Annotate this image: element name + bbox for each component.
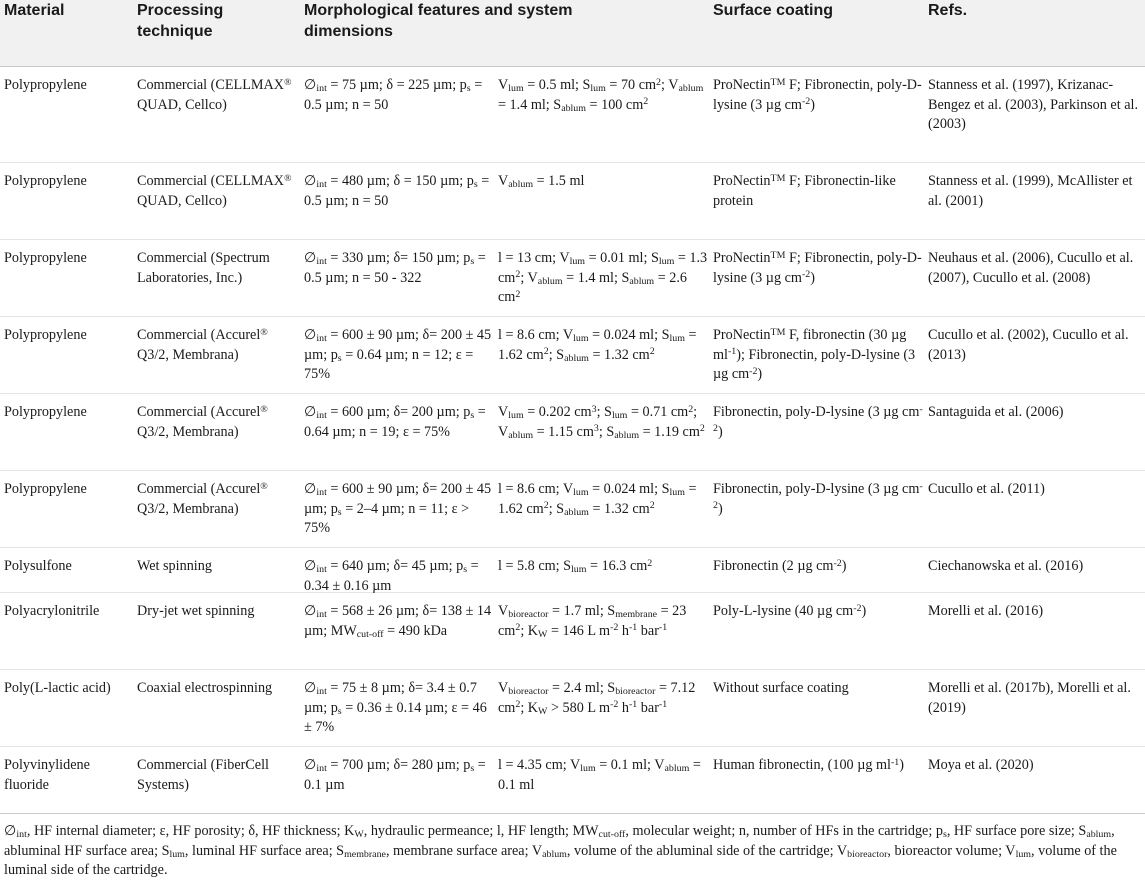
cell-morphology: $\emptyset_{int} = 600 \pm 90$ µm; δ= 200 ± 45 µm; $p_s = 2-4$ µm; n = 11; ε > 75% [304, 481, 492, 537]
cell-material: Polypropylene [4, 77, 87, 93]
cell-refs: Santaguida et al. (2006) [928, 404, 1064, 420]
cell-morphology: $\emptyset_{int} = 640$ µm; δ= 45 µm; $p_s = 0.34 \pm 0.16$ µm [304, 558, 479, 594]
cell-surface-coating: Human fibronectin, (100 µg $ml^{-1}$) [713, 756, 904, 773]
cell-system-dimensions: $V_{ablum} = 1.5$ ml [498, 173, 585, 191]
cell-surface-coating: Poly-L-lysine (40 µg $cm^{-2}$) [713, 602, 867, 619]
header-morphological-features: Morphological features and system dimensions [304, 2, 573, 40]
table-row [0, 393, 1145, 471]
cell-morphology: $\emptyset_{int} = 75 \pm 8$ µm; δ= 3.4 ± 0.7 µm; $p_s = 0.36 \pm 0.14$ µm; ε = 46 ± 7% [304, 680, 487, 736]
cell-surface-coating: ProNectin™ F; Fibronectin-like protein [713, 172, 896, 209]
cell-refs: Stanness et al. (1997), Krizanac-Bengez et al. (2003), Parkinson et al. (2003) [928, 77, 1138, 133]
cell-processing-technique: Commercial (Accurel® Q3/2, Membrana) [137, 326, 268, 363]
cell-surface-coating: ProNectin™ F; Fibronectin, poly-D-lysine (3 µg $cm^{-2}$) [713, 76, 922, 113]
table-row [0, 239, 1145, 317]
table-row [0, 162, 1145, 240]
cell-system-dimensions: l = 8.6 cm; $V_{lum} = 0.024$ ml; $S_{lum} = 1.62$ $cm^2$; $S_{ablum} = 1.32$ $cm^2$ [498, 481, 697, 519]
cell-refs: Ciechanowska et al. (2016) [928, 558, 1084, 574]
cell-material: Poly(L-lactic acid) [4, 680, 111, 696]
cell-material: Polypropylene [4, 250, 87, 266]
cell-refs: Moya et al. (2020) [928, 757, 1034, 773]
cell-morphology: $\emptyset_{int} = 330$ µm; δ= 150 µm; $p_s = 0.5$ µm; n = 50 - 322 [304, 250, 486, 286]
table-footer [0, 813, 1145, 879]
cell-morphology: $\emptyset_{int} = 600$ µm; δ= 200 µm; $p_s = 0.64$ µm; n = 19; ε = 75% [304, 404, 486, 440]
cell-surface-coating: Fibronectin, poly-D-lysine (3 µg $cm^{-2}$) [713, 403, 923, 440]
cell-morphology: $\emptyset_{int} = 568 \pm 26$ µm; δ= 138 ± 14 µm; $MW_{cut-off} = 490$ kDa [304, 603, 492, 641]
cell-material: Polyvinylidene fluoride [4, 757, 90, 793]
cell-processing-technique: Commercial (Accurel® Q3/2, Membrana) [137, 480, 268, 517]
cell-system-dimensions: l = 13 cm; $V_{lum} = 0.01$ ml; $S_{lum} = 1.3$ $cm^2$; $V_{ablum} = 1.4$ ml; $S_{ablum} = 2.6$ $cm^2$ [498, 250, 708, 306]
cell-refs: Neuhaus et al. (2006), Cucullo et al. (2007), Cucullo et al. (2008) [928, 250, 1134, 286]
cell-surface-coating: ProNectin™ F; Fibronectin, poly-D-lysine (3 µg $cm^{-2}$) [713, 249, 922, 286]
header-surface-coating: Surface coating [713, 2, 834, 19]
cell-surface-coating: ProNectin™ F, fibronectin (30 µg $ml^{-1}$); Fibronectin, poly-D-lysine (3 µg $cm^{-2}$) [713, 326, 916, 383]
cell-processing-technique: Commercial (CELLMAX® QUAD, Cellco) [137, 76, 292, 113]
cell-material: Polypropylene [4, 481, 87, 497]
cell-processing-technique: Commercial (Accurel® Q3/2, Membrana) [137, 403, 268, 440]
cell-material: Polypropylene [4, 404, 87, 420]
cell-system-dimensions: l = 4.35 cm; $V_{lum} = 0.1$ ml; $V_{ablum} = 0.1$ ml [498, 757, 701, 793]
cell-morphology: $\emptyset_{int} = 700$ µm; δ= 280 µm; $p_s = 0.1$ µm [304, 757, 486, 793]
table-row [0, 547, 1145, 593]
cell-refs: Stanness et al. (1999), McAllister et al. (2001) [928, 173, 1133, 209]
header-material: Material [4, 2, 65, 19]
cell-system-dimensions: l = 5.8 cm; $S_{lum} = 16.3$ $cm^2$ [498, 557, 653, 576]
cell-refs: Cucullo et al. (2011) [928, 481, 1045, 497]
cell-processing-technique: Commercial (CELLMAX® QUAD, Cellco) [137, 172, 292, 209]
cell-material: Polypropylene [4, 327, 87, 343]
header-processing-technique: Processing technique [137, 2, 224, 40]
cell-processing-technique: Wet spinning [137, 558, 212, 574]
table-row [0, 316, 1145, 394]
cell-material: Polysulfone [4, 558, 72, 574]
cell-processing-technique: Dry-jet wet spinning [137, 603, 255, 619]
table-row [0, 470, 1145, 548]
table-row [0, 669, 1145, 747]
cell-material: Polyacrylonitrile [4, 603, 100, 619]
table-row [0, 592, 1145, 670]
header-refs: Refs. [928, 2, 968, 19]
cell-morphology: $\emptyset_{int} = 480$ µm; δ = 150 µm; $p_s = 0.5$ µm; n = 50 [304, 173, 490, 209]
table-row [0, 66, 1145, 163]
cell-material: Polypropylene [4, 173, 87, 189]
cell-system-dimensions: $V_{bioreactor} = 2.4$ ml; $S_{bioreactor} = 7.12$ $cm^2$; $K_W > 580$ L $m^{-2}$ $h^{-1}$ bar$^{-1}$ [498, 680, 696, 718]
cell-surface-coating: Fibronectin (2 µg $cm^{-2}$) [713, 557, 847, 574]
cell-processing-technique: Commercial (Spectrum Laboratories, Inc.) [137, 250, 270, 286]
table-footnote: $\emptyset_{int}$, HF internal diameter; ε, HF porosity; δ, HF thickness; $K_W$, hydraulic permeance; l, HF length; $MW_{cut-off}$, molecular weight; n, number of HFs in the cartridge; $p_s$, HF surface pore size; $S_{ablum}$, abluminal HF surface area; $S_{lum}$, luminal HF surface area; $S_{membrane}$, membrane surface area; $V_{ablum}$, volume of the abluminal side of the cartridge; $V_{bioreactor}$, bioreactor volume; $V_{lum}$, volume of the luminal side of the cartridge. [4, 823, 1117, 879]
cell-morphology: $\emptyset_{int} = 600 \pm 90$ µm; δ= 200 ± 45 µm; $p_s = 0.64$ µm; n = 12; ε = 75% [304, 327, 492, 383]
cell-refs: Morelli et al. (2016) [928, 603, 1044, 619]
cell-surface-coating: Without surface coating [713, 680, 849, 696]
cell-system-dimensions: $V_{bioreactor} = 1.7$ ml; $S_{membrane} = 23$ $cm^2$; $K_W = 146$ L $m^{-2}$ $h^{-1}$ bar$^{-1}$ [498, 603, 687, 641]
table-header [0, 0, 1145, 67]
cell-processing-technique: Commercial (FiberCell Systems) [137, 757, 269, 793]
cell-refs: Cucullo et al. (2002), Cucullo et al. (2013) [928, 327, 1129, 363]
cell-morphology: $\emptyset_{int} = 75$ µm; δ = 225 µm; $p_s = 0.5$ µm; n = 50 [304, 77, 483, 113]
table-row [0, 746, 1145, 813]
cell-system-dimensions: l = 8.6 cm; $V_{lum} = 0.024$ ml; $S_{lum} = 1.62$ $cm^2$; $S_{ablum} = 1.32$ $cm^2$ [498, 327, 697, 365]
cell-system-dimensions: $V_{lum} = 0.5$ ml; $S_{lum} = 70$ $cm^2$; $V_{ablum} = 1.4$ ml; $S_{ablum} = 100$ $cm^2$ [498, 76, 704, 115]
cell-surface-coating: Fibronectin, poly-D-lysine (3 µg $cm^{-2}$) [713, 480, 923, 517]
cell-system-dimensions: $V_{lum} = 0.202$ $cm^3$; $S_{lum} = 0.71$ $cm^2$; $V_{ablum} = 1.15$ $cm^3$; $S_{ablum} = 1.19$ $cm^2$ [498, 403, 705, 442]
cell-refs: Morelli et al. (2017b), Morelli et al. (2019) [928, 680, 1131, 716]
cell-processing-technique: Coaxial electrospinning [137, 680, 273, 696]
